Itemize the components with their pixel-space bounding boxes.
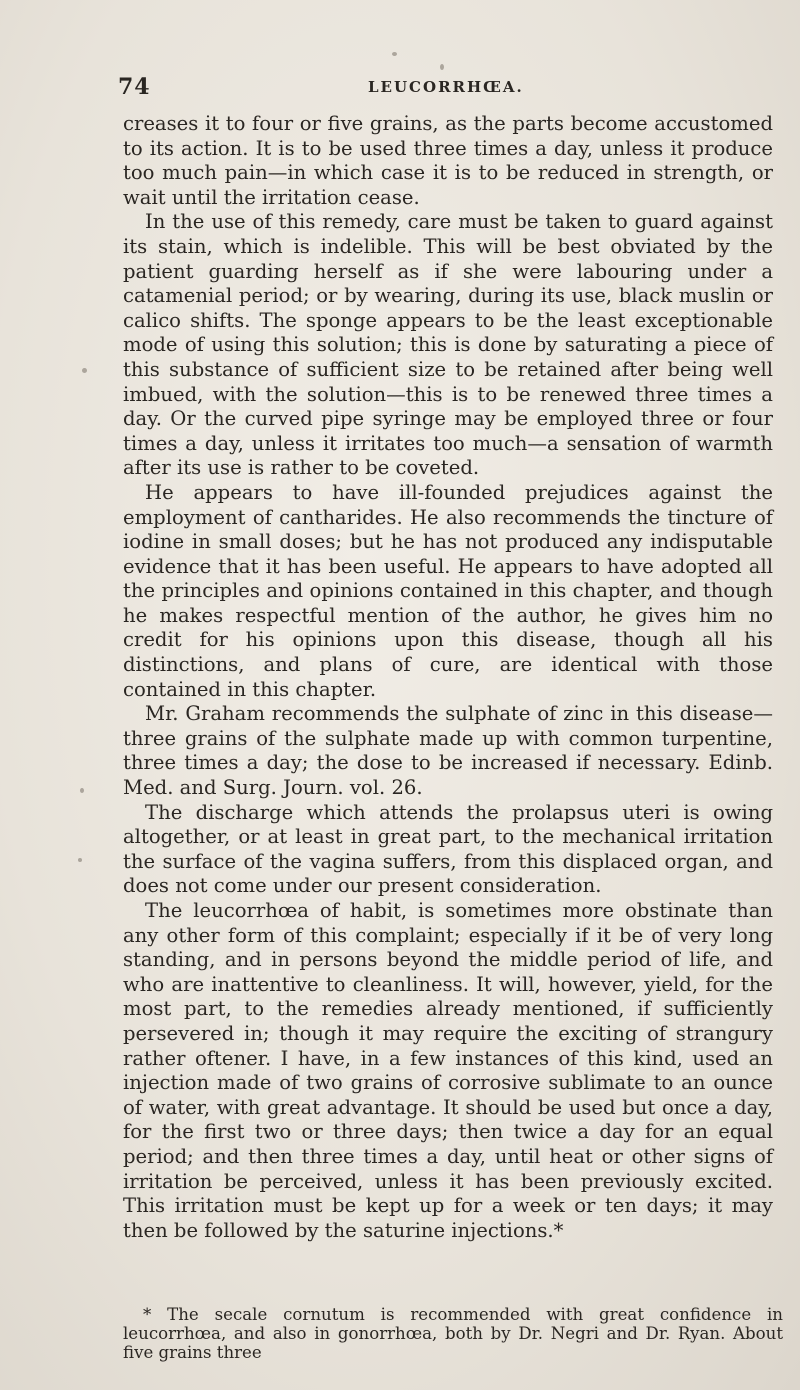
paragraph-1: creases it to four or five grains, as the parts become accustomed to its action. It is to be used three times a day, unless it produce too much pain—in which case it is to be reduced in strength, or wait until the irritation cease. (123, 112, 773, 209)
page-number: 74 (118, 74, 151, 100)
paper-speck (78, 858, 82, 862)
paper-speck (440, 64, 444, 70)
paper-speck (80, 788, 84, 793)
paper-speck (392, 52, 397, 56)
paragraph-6: The leucorrhœa of habit, is sometimes more obstinate than any other form of this complaint; especially if it be of very long standing, and in persons beyond the middle period of life, and who are inattentive to cleanliness. It will, however, yield, for the most part, to the remedies already mentioned, if sufficiently persevered in; though it may require the exciting of strangury rather oftener. I have, in a few instances of this kind, used an injection made of two grains of corrosive sublimate to an ounce of water, with great advantage. It should be used but once a day, for the first two or three days; then twice a day for an equal period; and then three times a day, until heat or other signs of irritation be perceived, unless it has been previously excited. This irritation must be kept up for a week or ten days; it may then be followed by the saturine injections.* (123, 899, 773, 1242)
page-header (118, 74, 758, 104)
paragraph-4: Mr. Graham recommends the sulphate of zinc in this disease—three grains of the sulphate made up with common turpentine, three times a day; the dose to be increased if necessary. Edinb. Med. and Surg. Journ. vol. 26. (123, 702, 773, 800)
paragraph-2: In the use of this remedy, care must be taken to guard against its stain, which is indelible. This will be best obviated by the patient guarding herself as if she were labouring under a catamenial period; or by wearing, during its use, black muslin or calico shifts. The sponge appears to be the least exceptionable mode of using this solution; this is done by saturating a piece of this substance of sufficient size to be retained after being well imbued, with the solution—this is to be renewed three times a day. Or the curved pipe syringe may be employed three or four times a day, unless it irritates too much—a sensation of warmth after its use is rather to be coveted. (123, 210, 773, 480)
paragraph-5: The discharge which attends the prolapsus uteri is owing altogether, or at least in great part, to the mechanical irritation the surface of the vagina suffers, from this displaced organ, and does not come under our present consideration. (123, 800, 773, 898)
body-text (123, 112, 773, 1243)
footnote-text: * The secale cornutum is recommended with great confidence in leucorrhœa, and also in gonorrhœa, both by Dr. Negri and Dr. Ryan. About five grains three (123, 1305, 783, 1362)
paper-speck (82, 368, 87, 373)
paragraph-3: He appears to have ill-founded prejudices against the employment of cantharides. He also recommends the tincture of iodine in small doses; but he has not produced any indisputable evidence that it has been useful. He appears to have adopted all the principles and opinions contained in this chapter, and though he makes respectful mention of the author, he gives him no credit for his opinions upon this disease, though all his distinctions, and plans of cure, are identical with those contained in this chapter. (123, 480, 773, 701)
running-head: LEUCORRHŒA. (368, 78, 524, 96)
footnote (123, 1305, 783, 1362)
